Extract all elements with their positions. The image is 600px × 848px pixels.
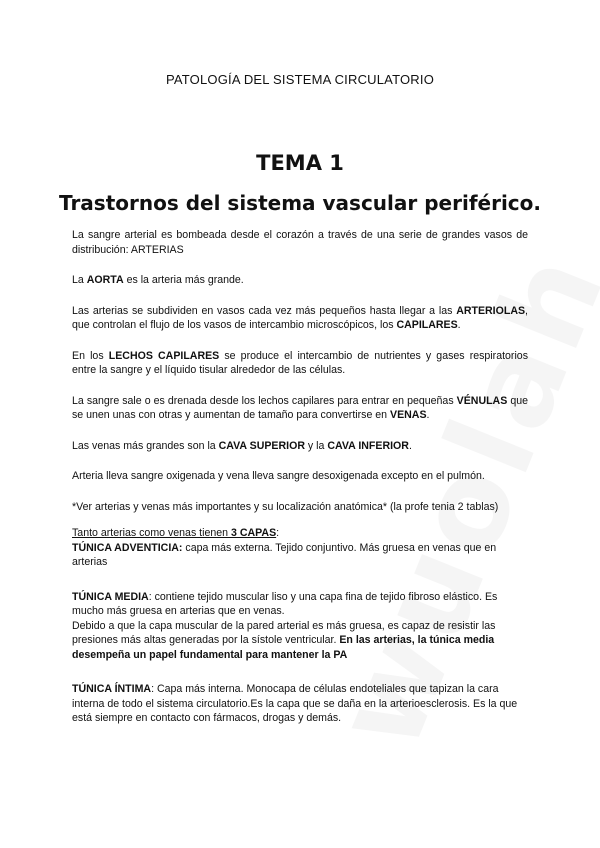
paragraph-lechos-capilares: En los LECHOS CAPILARES se produce el intercambio de nutrientes y gases respiratorios entre la sangre y el líquido tisular alrededor de las células. bbox=[72, 349, 528, 376]
tema-title: TEMA 1 bbox=[256, 151, 344, 175]
paragraph-venulas: La sangre sale o es drenada desde los lechos capilares para entrar en pequeñas VÉNULAS que se unen unas con otras y aumentan de tamaño para convertirse en VENAS. bbox=[72, 394, 528, 421]
paragraph-capas: Tanto arterias como venas tienen 3 CAPAS: bbox=[72, 527, 280, 539]
paragraph-cavas: Las venas más grandes son la CAVA SUPERIOR y la CAVA INFERIOR. bbox=[72, 439, 412, 452]
paragraph-tunica-media: TÚNICA MEDIA: contiene tejido muscular liso y una capa fina de tejido fibroso elástico. Es mucho más gruesa en arterias que en venas. bbox=[72, 590, 498, 617]
paragraph-tunica-media-detail: Debido a que la capa muscular de la pared arterial es más gruesa, es capaz de resistir las presiones más altas generadas por la sístole ventricular. En las arterias, la túnica media desempeña un papel fundamental para mantener la PA bbox=[72, 619, 496, 661]
paragraph-arterias: La sangre arterial es bombeada desde el corazón a través de una serie de grandes vasos de distribución: ARTERIAS bbox=[72, 229, 528, 256]
paragraph-aorta: La AORTA es la arteria más grande. bbox=[72, 274, 244, 286]
document-body bbox=[72, 228, 528, 726]
paragraph-ver-arterias: *Ver arterias y venas más importantes y su localización anatómica* (la profe tenia 2 tablas) bbox=[72, 500, 499, 513]
tema-subtitle: Trastornos del sistema vascular periférico. bbox=[59, 191, 541, 215]
document-header: PATOLOGÍA DEL SISTEMA CIRCULATORIO bbox=[165, 72, 435, 87]
paragraph-arteriolas: Las arterias se subdividen en vasos cada vez más pequeños hasta llegar a las ARTERIOLAS, que controlan el flujo de los vasos de intercambio microscópicos, los CAPILARES. bbox=[72, 304, 528, 331]
paragraph-tunica-adventicia: TÚNICA ADVENTICIA: capa más externa. Tejido conjuntivo. Más gruesa en venas que en arterias bbox=[72, 541, 497, 568]
paragraph-oxigenacion: Arteria lleva sangre oxigenada y vena lleva sangre desoxigenada excepto en el pulmón. bbox=[72, 470, 485, 482]
paragraph-tunica-intima: TÚNICA ÍNTIMA: Capa más interna. Monocapa de células endoteliales que tapizan la cara interna de todo el sistema circulatorio.Es la capa que se daña en la arterioesclerosis. Es la que está siempre en contacto con fármacos, drogas y demás. bbox=[72, 683, 518, 724]
